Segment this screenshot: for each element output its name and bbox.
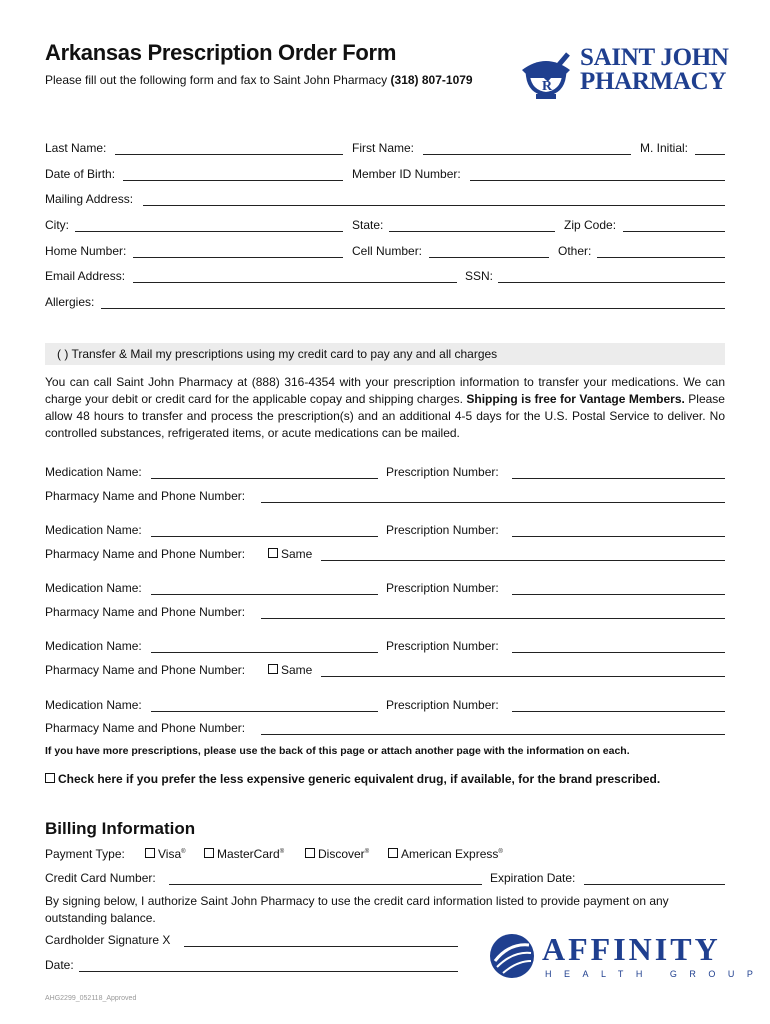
logo-text	[580, 46, 729, 94]
prescription-number-label: Prescription Number:	[386, 523, 499, 537]
first-name-label: First Name:	[352, 141, 415, 155]
pharmacy-field[interactable]	[261, 618, 725, 619]
last-name-field[interactable]	[115, 154, 343, 155]
medication-name-field[interactable]	[151, 711, 378, 712]
pharmacy-row-3	[45, 605, 725, 623]
row-names	[45, 141, 725, 159]
row-phone	[45, 244, 725, 262]
row-address	[45, 192, 725, 210]
visa-label: Visa	[158, 847, 182, 861]
svg-text:R: R	[542, 79, 553, 94]
prescription-number-field[interactable]	[512, 536, 725, 537]
pharmacy-field[interactable]	[261, 502, 725, 503]
signature-label: Cardholder Signature X	[45, 933, 171, 947]
pharmacy-label: Pharmacy Name and Phone Number:	[45, 489, 246, 503]
transfer-option-bar[interactable]	[45, 343, 725, 365]
last-name-label: Last Name:	[45, 141, 107, 155]
pharmacy-field[interactable]	[261, 734, 725, 735]
first-name-field[interactable]	[423, 154, 631, 155]
med-row-4	[45, 639, 725, 657]
m-initial-label: M. Initial:	[640, 141, 689, 155]
prescription-number-label: Prescription Number:	[386, 639, 499, 653]
medication-name-field[interactable]	[151, 594, 378, 595]
info-paragraph	[45, 374, 725, 442]
medication-name-label: Medication Name:	[45, 465, 142, 479]
row-city	[45, 218, 725, 236]
amex-label: American Express	[401, 847, 499, 861]
date-row	[45, 958, 465, 976]
reg-mark: ®	[279, 849, 285, 855]
pharmacy-label: Pharmacy Name and Phone Number:	[45, 721, 246, 735]
pharmacy-row-4	[45, 663, 725, 681]
expiration-label: Expiration Date:	[490, 871, 576, 885]
more-prescriptions-note: If you have more prescriptions, please use the back of this page or attach another page with the information on each.	[45, 745, 630, 757]
logo-line-1: SAINT JOHN	[580, 44, 729, 71]
same-label: Same	[281, 663, 313, 677]
checkbox-icon	[305, 848, 315, 858]
dob-field[interactable]	[123, 180, 343, 181]
state-field[interactable]	[389, 231, 555, 232]
mailing-address-label: Mailing Address:	[45, 192, 134, 206]
date-field[interactable]	[79, 971, 458, 972]
pharmacy-field[interactable]	[321, 676, 725, 677]
pharmacy-label: Pharmacy Name and Phone Number:	[45, 547, 246, 561]
discover-checkbox[interactable]	[305, 847, 369, 861]
affinity-logo	[487, 931, 766, 981]
mortar-pestle-icon	[516, 44, 576, 100]
card-number-row	[45, 871, 725, 889]
payment-type-label: Payment Type:	[45, 847, 125, 861]
state-label: State:	[352, 218, 384, 232]
transfer-option-text: ( ) Transfer & Mail my prescriptions using my credit card to pay any and all charges	[57, 347, 498, 361]
prescription-number-label: Prescription Number:	[386, 581, 499, 595]
card-number-label: Credit Card Number:	[45, 871, 156, 885]
discover-label: Discover	[318, 847, 365, 861]
m-initial-field[interactable]	[695, 154, 725, 155]
pharmacy-row-1	[45, 489, 725, 507]
member-id-field[interactable]	[470, 180, 725, 181]
reg-mark: ®	[498, 849, 503, 855]
pharmacy-label: Pharmacy Name and Phone Number:	[45, 663, 246, 677]
card-number-field[interactable]	[169, 884, 482, 885]
affinity-text: AFFINITY	[542, 931, 721, 967]
signature-row	[45, 933, 465, 951]
reg-mark: ®	[364, 849, 370, 855]
medication-name-label: Medication Name:	[45, 523, 142, 537]
billing-heading: Billing Information	[45, 819, 196, 838]
medication-name-field[interactable]	[151, 536, 378, 537]
medication-name-field[interactable]	[151, 652, 378, 653]
amex-checkbox[interactable]	[388, 847, 503, 861]
medication-name-label: Medication Name:	[45, 698, 142, 712]
same-checkbox[interactable]	[268, 547, 312, 561]
med-row-1	[45, 465, 725, 483]
city-field[interactable]	[75, 231, 343, 232]
same-checkbox[interactable]	[268, 663, 312, 677]
zip-label: Zip Code:	[564, 218, 617, 232]
checkbox-icon	[204, 848, 214, 858]
mastercard-label: MasterCard	[217, 847, 280, 861]
date-label: Date:	[45, 958, 74, 972]
medication-name-label: Medication Name:	[45, 581, 142, 595]
zip-field[interactable]	[623, 231, 725, 232]
info-bold: Shipping is free for Vantage Members.	[466, 392, 685, 406]
logo-line-2: PHARMACY	[580, 68, 727, 95]
mastercard-checkbox[interactable]	[204, 847, 284, 861]
same-label: Same	[281, 547, 313, 561]
row-allergies	[45, 295, 725, 313]
pharmacy-row-5	[45, 721, 725, 739]
dob-label: Date of Birth:	[45, 167, 116, 181]
med-row-3	[45, 581, 725, 599]
ssn-label: SSN:	[465, 269, 494, 283]
other-field[interactable]	[597, 257, 725, 258]
affinity-globe-icon	[487, 931, 537, 981]
info-part-2: Please allow 48 hours to transfer and process the prescription(s) and an additional 4-5 days for the U.S. Postal Service to deliver. No controlled substances, refrigerated items, or acute medications can be mailed.	[45, 392, 725, 440]
email-field[interactable]	[133, 282, 457, 283]
med-row-2	[45, 523, 725, 541]
allergies-label: Allergies:	[45, 295, 95, 309]
prescription-number-label: Prescription Number:	[386, 698, 499, 712]
generic-checkbox[interactable]	[45, 772, 660, 786]
fax-number: (318) 807-1079	[390, 73, 473, 87]
cell-number-field[interactable]	[429, 257, 549, 258]
page-title: Arkansas Prescription Order Form	[45, 40, 397, 65]
generic-label: Check here if you prefer the less expensive generic equivalent drug, if available, for the brand prescribed.	[58, 772, 661, 786]
medication-name-label: Medication Name:	[45, 639, 142, 653]
city-label: City:	[45, 218, 69, 232]
pharmacy-field[interactable]	[321, 560, 725, 561]
signature-field[interactable]	[184, 946, 458, 947]
row-email	[45, 269, 725, 287]
medication-name-field[interactable]	[151, 478, 378, 479]
subtitle-text: Please fill out the following form and fax to Saint John Pharmacy	[45, 73, 388, 87]
authorization-text: By signing below, I authorize Saint John Pharmacy to use the credit card information listed to provide payment on any outstanding balance.	[45, 894, 669, 925]
med-row-5	[45, 698, 725, 716]
checkbox-icon	[45, 773, 55, 783]
affinity-subtext: HEALTH GROUP	[545, 969, 766, 979]
checkbox-icon	[145, 848, 155, 858]
prescription-number-field[interactable]	[512, 652, 725, 653]
prescription-number-field[interactable]	[512, 711, 725, 712]
ssn-field[interactable]	[498, 282, 725, 283]
saint-john-pharmacy-logo	[516, 44, 732, 100]
checkbox-icon	[268, 548, 278, 558]
home-number-field[interactable]	[133, 257, 343, 258]
pharmacy-row-2	[45, 547, 725, 565]
form-code: AHG2299_052118_Approved	[45, 995, 137, 1002]
prescription-number-label: Prescription Number:	[386, 465, 499, 479]
prescription-number-field[interactable]	[512, 478, 725, 479]
payment-type-row	[45, 847, 725, 865]
allergies-field[interactable]	[101, 308, 725, 309]
checkbox-icon	[268, 664, 278, 674]
visa-checkbox[interactable]	[145, 847, 186, 861]
row-dob	[45, 167, 725, 185]
pharmacy-label: Pharmacy Name and Phone Number:	[45, 605, 246, 619]
page-subtitle	[45, 73, 473, 87]
expiration-field[interactable]	[584, 884, 725, 885]
home-number-label: Home Number:	[45, 244, 127, 258]
cell-number-label: Cell Number:	[352, 244, 423, 258]
member-id-label: Member ID Number:	[352, 167, 461, 181]
prescription-number-field[interactable]	[512, 594, 725, 595]
mailing-address-field[interactable]	[143, 205, 725, 206]
checkbox-icon	[388, 848, 398, 858]
info-part-1: You can call Saint John Pharmacy at (888) 316-4354 with your prescription information to transfer your medications. We can charge your debit or credit card for the applicable copay and shipping charges.	[45, 375, 725, 406]
email-label: Email Address:	[45, 269, 126, 283]
other-label: Other:	[558, 244, 592, 258]
reg-mark: ®	[181, 849, 186, 855]
